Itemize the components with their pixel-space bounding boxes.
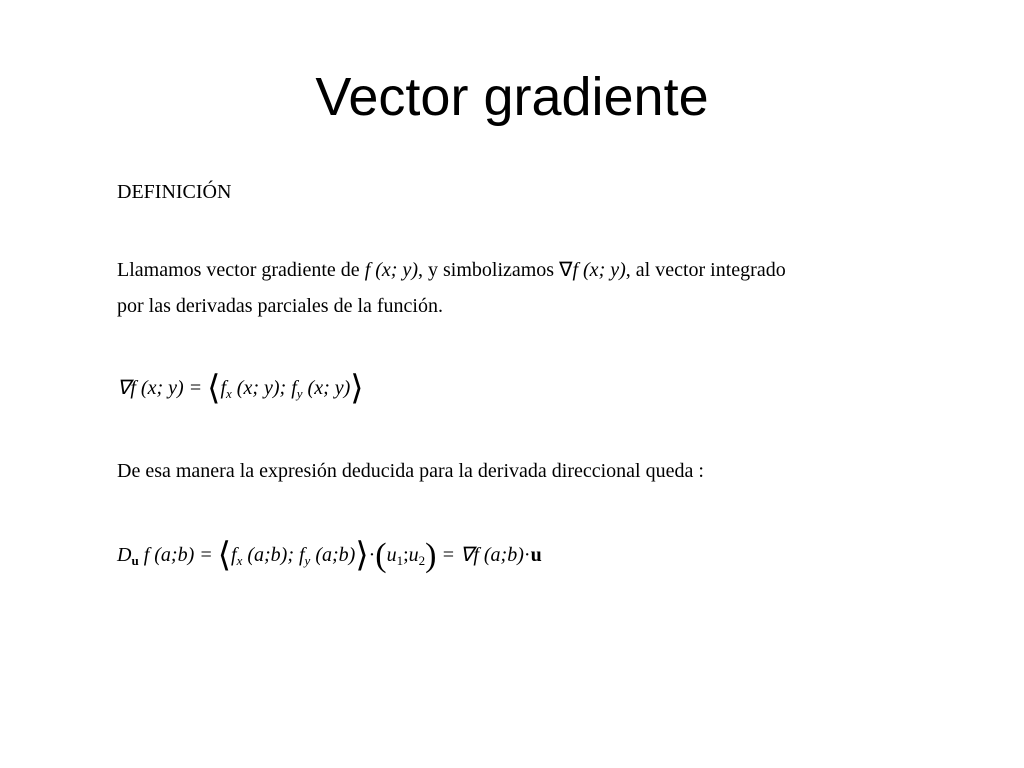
slide-title: Vector gradiente	[315, 67, 709, 127]
dot-operator: ·	[368, 544, 376, 566]
unit-vector: u	[530, 544, 542, 566]
partial-f: f	[220, 377, 226, 399]
paragraph-text: , y simbolizamos ∇	[417, 259, 573, 281]
right-angle-bracket: ⟩	[355, 537, 369, 574]
right-angle-bracket: ⟩	[350, 370, 364, 407]
formula-lhs: f (a;b) =	[143, 544, 213, 566]
formula-arg: (a;b)	[315, 544, 356, 566]
separator: ;	[403, 544, 409, 566]
formula-lhs: ∇f (x; y) =	[117, 377, 203, 399]
formula-arg: (a;b);	[247, 544, 299, 566]
formula-arg: (x; y);	[236, 377, 292, 399]
function-expression: f (x; y)	[364, 259, 418, 281]
left-paren: (	[375, 537, 387, 574]
partial-f: f	[231, 544, 237, 566]
subscript: 1	[396, 553, 404, 568]
left-angle-bracket: ⟨	[217, 537, 231, 574]
directional-derivative-formula	[117, 537, 542, 574]
formula-rhs: = ∇f (a;b)	[441, 544, 524, 566]
definition-heading: DEFINICIÓN	[117, 181, 232, 203]
vector-component: u	[386, 544, 397, 566]
vector-component: u	[408, 544, 419, 566]
function-expression: f (x; y)	[572, 259, 626, 281]
dot-operator: ·	[523, 544, 531, 566]
subscript: y	[304, 553, 311, 568]
definition-paragraph-line2: por las derivadas parciales de la función.	[117, 295, 443, 317]
subscript: 2	[418, 553, 426, 568]
partial-f: f	[291, 377, 297, 399]
right-paren: )	[425, 537, 437, 574]
subscript: u	[131, 553, 139, 568]
definition-paragraph-line1	[117, 258, 786, 282]
operator-d: D	[117, 544, 132, 566]
subscript: y	[296, 386, 303, 401]
directional-sentence: De esa manera la expresión deducida para la derivada direccional queda :	[117, 460, 704, 482]
subscript: x	[226, 386, 232, 401]
formula-arg: (x; y)	[307, 377, 351, 399]
subscript: x	[236, 553, 243, 568]
paragraph-text: Llamamos vector gradiente de	[117, 259, 365, 281]
gradient-formula	[117, 370, 364, 407]
partial-f: f	[298, 544, 305, 566]
left-angle-bracket: ⟨	[207, 370, 221, 407]
paragraph-text: , al vector integrado	[625, 259, 786, 281]
